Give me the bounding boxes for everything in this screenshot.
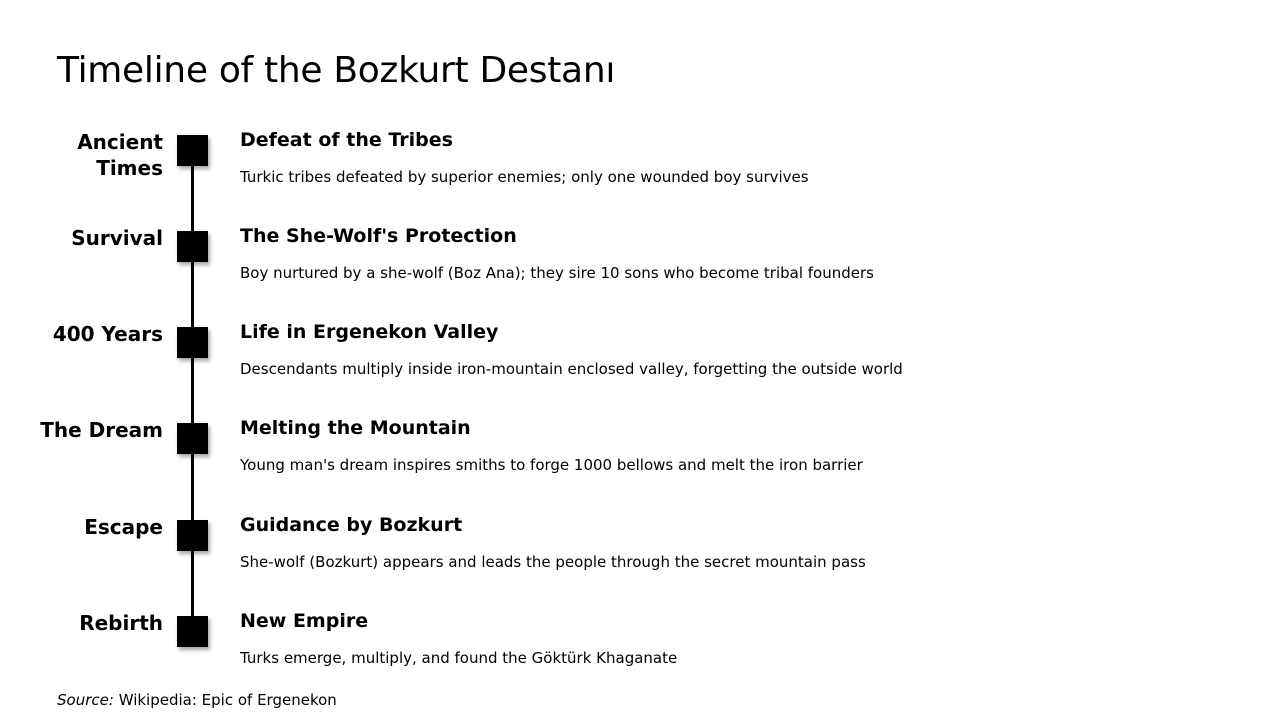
timeline-event-escape: [0, 512, 1280, 592]
source-label: Source:: [57, 691, 114, 709]
event-era: Escape: [84, 515, 163, 539]
event-era: Rebirth: [79, 611, 163, 635]
event-era: 400 Years: [52, 322, 163, 346]
event-description: She-wolf (Bozkurt) appears and leads the people through the secret mountain pass: [240, 553, 866, 571]
event-marker: [177, 135, 208, 166]
timeline-event-rebirth: [0, 608, 1280, 688]
timeline-event-survival: [0, 223, 1280, 303]
timeline-event-400-years: [0, 319, 1280, 399]
event-heading: Life in Ergenekon Valley: [240, 321, 499, 343]
event-heading: The She-Wolf's Protection: [240, 225, 517, 247]
event-description: Turks emerge, multiply, and found the Göktürk Khaganate: [240, 649, 678, 667]
event-heading: New Empire: [240, 610, 369, 632]
event-marker: [177, 231, 208, 262]
event-description: Boy nurtured by a she-wolf (Boz Ana); they sire 10 sons who become tribal founders: [240, 264, 874, 282]
event-marker: [177, 616, 208, 647]
event-era: The Dream: [40, 418, 163, 442]
event-description: Descendants multiply inside iron-mountain enclosed valley, forgetting the outside world: [240, 360, 903, 378]
event-description: Young man's dream inspires smiths to forge 1000 bellows and melt the iron barrier: [240, 456, 863, 474]
timeline-event-the-dream: [0, 415, 1280, 495]
event-heading: Guidance by Bozkurt: [240, 514, 463, 536]
event-marker: [177, 327, 208, 358]
event-heading: Defeat of the Tribes: [240, 129, 453, 151]
event-era: Ancient Times: [77, 130, 163, 180]
event-era: Survival: [71, 226, 163, 250]
source-note: [57, 690, 337, 710]
timeline-event-ancient-times: [0, 127, 1280, 207]
source-text: Wikipedia: Epic of Ergenekon: [118, 691, 337, 709]
event-description: Turkic tribes defeated by superior enemies; only one wounded boy survives: [240, 168, 809, 186]
event-heading: Melting the Mountain: [240, 417, 471, 439]
event-marker: [177, 520, 208, 551]
page-title: Timeline of the Bozkurt Destanı: [57, 50, 616, 91]
event-marker: [177, 423, 208, 454]
